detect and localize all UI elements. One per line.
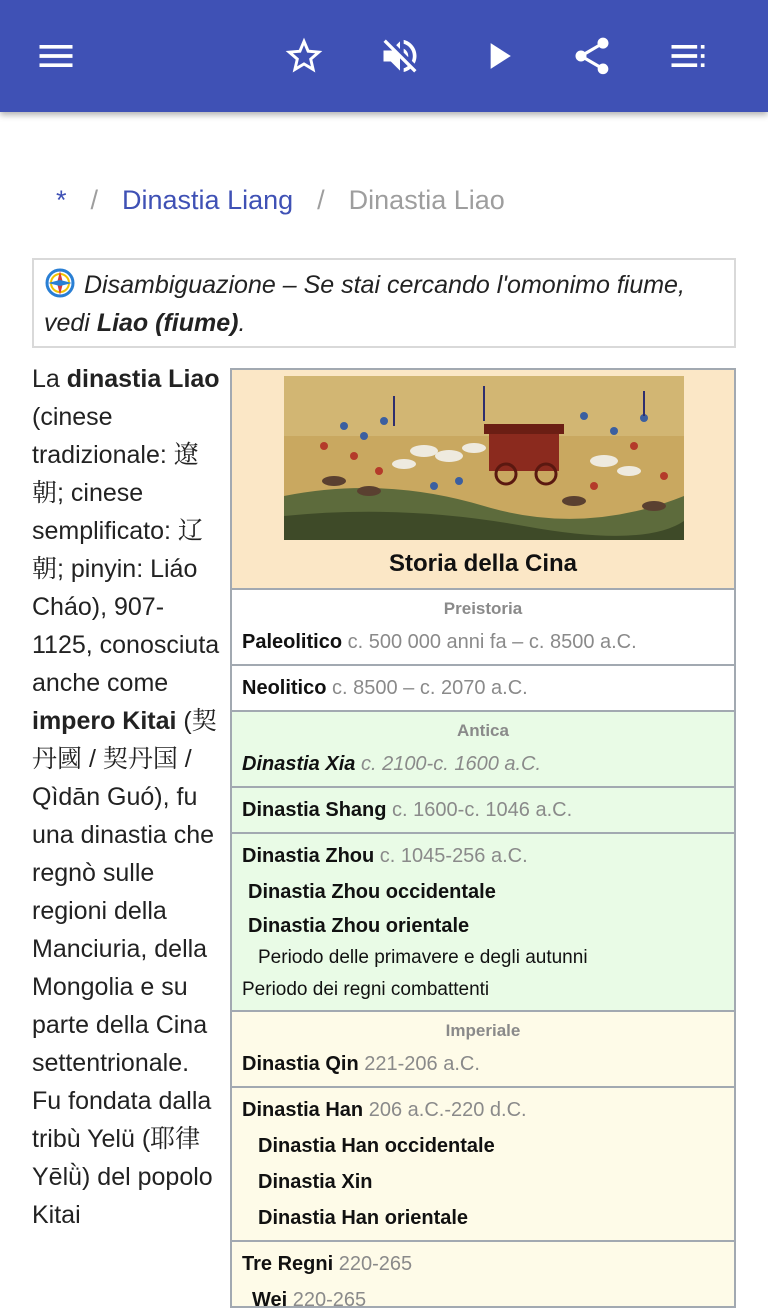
infobox-header [232,370,734,590]
period-row[interactable] [242,874,724,910]
lead-text: (契丹國 / 契丹国 / Qìdān Guó), fu una dinastia che regnò sulle regioni della Manciuria, della Mongolia e su parte della Cina settentrionale. Fu fondata dalla tribù Yelü (耶律 Yēlǜ) del popolo Kitai [32,707,217,1229]
disambiguation-text: Disambiguazione – Se stai cercando l'omonimo fiume, vedi [44,271,685,337]
play-icon[interactable] [470,28,526,84]
period-row[interactable] [242,1246,724,1282]
period-row[interactable] [242,838,724,874]
lead-text: (cinese tradizionale: 遼朝; cinese semplificato: 辽朝; pinyin: Liáo Cháo), 907-1125, conosciuta anche come [32,403,220,697]
period-row[interactable] [242,910,724,942]
volume-off-icon[interactable] [372,28,428,84]
period-row[interactable] [242,1164,724,1200]
period-name[interactable]: Dinastia Zhou occidentale [248,881,496,903]
period-name[interactable]: Periodo delle primavere e degli autunni [258,947,588,968]
period-row[interactable] [242,792,724,828]
disambiguation-suffix: . [238,309,246,337]
section-title: Preistoria [443,599,523,618]
period-date: c. 2100-c. 1600 a.C. [360,753,542,775]
period-row[interactable] [242,1200,724,1236]
period-name[interactable]: Dinastia Qin [242,1053,359,1075]
section-title: Antica [457,721,509,740]
section-row [232,788,734,834]
period-date: c. 500 000 anni fa – c. 8500 a.C. [347,631,637,653]
period-name[interactable]: Dinastia Han [242,1099,364,1121]
share-icon[interactable] [564,28,620,84]
period-row[interactable] [242,670,724,706]
period-row[interactable] [242,974,724,1006]
star-icon[interactable] [276,28,332,84]
period-name[interactable]: Dinastia Zhou [242,845,375,867]
lead-text: La [32,365,67,393]
lead-bold-alias: impero Kitai [32,707,177,735]
compass-icon [44,267,76,299]
section-row [232,1242,734,1308]
period-name[interactable]: Dinastia Han orientale [258,1207,469,1229]
app-toolbar [0,0,768,112]
period-name[interactable]: Dinastia Han occidentale [258,1135,495,1157]
period-date: 220-265 [338,1253,413,1275]
breadcrumb-separator: / [317,184,325,215]
period-name[interactable]: Wei [252,1289,288,1308]
period-row[interactable] [242,1282,724,1308]
period-row[interactable] [242,942,724,974]
period-name[interactable]: Dinastia Zhou orientale [248,915,470,937]
lead-paragraph [32,360,222,1234]
breadcrumb-home-link[interactable]: * [56,184,67,215]
section-row [232,1088,734,1242]
section-title: Imperiale [445,1021,521,1040]
period-row[interactable] [242,1046,724,1082]
playlist-icon[interactable] [660,28,716,84]
period-name[interactable]: Tre Regni [242,1253,334,1275]
section-imperiale [232,1012,734,1088]
period-row[interactable] [242,1128,724,1164]
period-date: c. 1045-256 a.C. [379,845,528,867]
infobox-painting-image[interactable] [284,376,684,540]
breadcrumb-separator: / [90,184,99,215]
period-date: c. 1600-c. 1046 a.C. [392,799,573,821]
infobox-title: Storia della Cina [388,550,578,577]
period-row[interactable] [242,624,724,660]
lead-bold-title: dinastia Liao [66,365,220,393]
section-preistoria [232,590,734,666]
section-row [232,666,734,712]
period-row[interactable] [242,1092,724,1128]
breadcrumb [56,180,505,220]
period-name[interactable]: Dinastia Xin [258,1171,373,1193]
menu-icon[interactable] [28,28,84,84]
period-name[interactable]: Neolitico [242,677,327,699]
period-name[interactable]: Paleolitico [242,631,343,653]
breadcrumb-parent-link[interactable]: Dinastia Liang [122,184,294,215]
period-name[interactable]: Periodo dei regni combattenti [242,979,490,1000]
infobox [230,368,736,1308]
section-antica [232,712,734,788]
period-name[interactable]: Dinastia Xia [242,753,356,775]
period-date: c. 8500 – c. 2070 a.C. [332,677,528,699]
period-date: 206 a.C.-220 d.C. [368,1099,527,1121]
section-row [232,834,734,1012]
period-date: 220-265 [292,1289,367,1308]
period-date: 221-206 a.C. [364,1053,480,1075]
breadcrumb-current: Dinastia Liao [348,184,505,215]
period-name[interactable]: Dinastia Shang [242,799,387,821]
period-row[interactable] [242,746,724,782]
disambiguation-notice [32,258,736,348]
disambiguation-link[interactable]: Liao (fiume) [96,309,239,337]
